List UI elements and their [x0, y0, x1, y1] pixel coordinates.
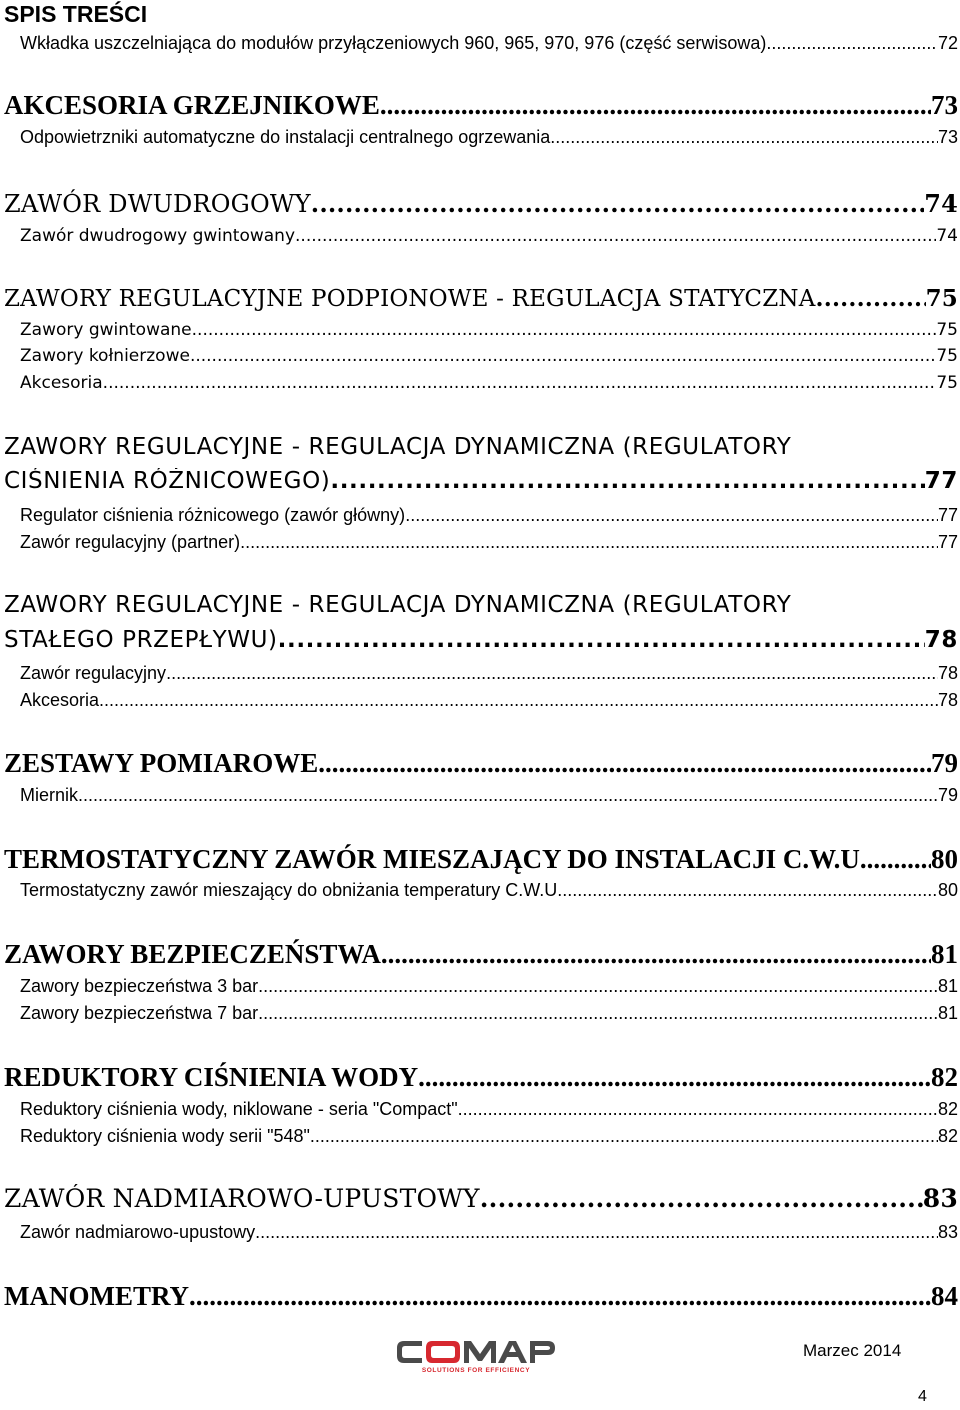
logo-tagline: SOLUTIONS FOR EFFICIENCY [421, 1367, 531, 1374]
dot-leader [318, 748, 931, 779]
entry-page: 80 [937, 880, 958, 900]
entry-text: Zawory bezpieczeństwa 7 bar [20, 1003, 259, 1023]
entry-text: Zawór regulacyjny [20, 663, 167, 683]
dot-leader [99, 690, 938, 711]
dot-leader [550, 127, 938, 148]
entry-page: 75 [936, 373, 958, 393]
entry-page: 82 [937, 1126, 958, 1146]
dot-leader [381, 939, 931, 970]
entry-text: MANOMETRY [4, 1281, 190, 1311]
dot-leader [166, 663, 938, 684]
dot-leader [189, 1281, 931, 1312]
entry-page: 77 [937, 505, 958, 525]
dot-leader [258, 976, 938, 997]
entry-page: 81 [937, 1003, 958, 1023]
dot-leader [557, 880, 938, 901]
toc-entry-main[interactable] [4, 627, 958, 653]
dot-leader [192, 320, 937, 340]
dot-leader [816, 285, 926, 312]
entry-page: 79 [931, 748, 958, 778]
toc-entry-main[interactable] [4, 189, 958, 218]
entry-page: 80 [931, 844, 958, 874]
entry-text: Regulator ciśnienia różnicowego (zawór główny) [20, 505, 406, 525]
toc-entry-main[interactable] [4, 1184, 958, 1213]
toc-entry-sub[interactable] [20, 33, 958, 54]
toc-entry-sub[interactable] [20, 532, 958, 553]
comap-logo [394, 1336, 558, 1379]
entry-page: 82 [937, 1099, 958, 1119]
entry-text: REDUKTORY CIŚNIENIA WODY [4, 1062, 419, 1092]
entry-text: Reduktory ciśnienia wody serii "548" [20, 1126, 310, 1146]
dot-leader [330, 468, 924, 494]
entry-page: 83 [922, 1184, 958, 1213]
toc-entry-sub[interactable] [20, 976, 958, 997]
dot-leader [418, 1062, 931, 1093]
toc-title: SPIS TREŚCI [4, 1, 148, 27]
entry-text: Akcesoria [20, 690, 100, 710]
dot-leader [240, 532, 938, 553]
dot-leader [480, 1184, 923, 1213]
footer-date: Marzec 2014 [803, 1341, 902, 1360]
toc-entry-sub[interactable] [20, 127, 958, 148]
entry-page: 84 [931, 1281, 958, 1311]
entry-page: 79 [937, 785, 958, 805]
toc-entry-main[interactable] [4, 844, 958, 875]
entry-page: 81 [937, 976, 958, 996]
dot-leader [766, 33, 938, 54]
entry-page: 78 [937, 663, 958, 683]
entry-text: Zawory gwintowane [20, 320, 192, 340]
entry-page: 73 [931, 90, 958, 120]
toc-entry-sub[interactable] [20, 785, 958, 806]
entry-text: ZESTAWY POMIAROWE [4, 748, 319, 778]
toc-entry-sub[interactable] [20, 663, 958, 684]
toc-entry-main[interactable] [4, 1281, 958, 1312]
entry-page: 83 [937, 1222, 958, 1242]
entry-page: 78 [924, 627, 958, 653]
dot-leader [458, 1099, 938, 1120]
entry-text: CIŚNIENIA RÓŻNICOWEGO) [4, 468, 331, 494]
toc-entry-sub[interactable] [20, 226, 958, 246]
toc-entry-sub[interactable] [20, 373, 958, 393]
toc-entry-sub[interactable] [20, 690, 958, 711]
entry-text: TERMOSTATYCZNY ZAWÓR MIESZAJĄCY DO INSTALACJI C.W.U [4, 844, 860, 874]
comap-logo-graphic [394, 1336, 558, 1374]
entry-page: 73 [937, 127, 958, 147]
dot-leader [311, 189, 924, 218]
entry-text: ZAWÓR DWUDROGOWY [4, 190, 311, 218]
entry-text: Termostatyczny zawór mieszający do obniżania temperatury C.W.U [20, 880, 558, 900]
entry-text: Zawór regulacyjny (partner) [20, 532, 241, 552]
toc-entry-main[interactable] [4, 939, 958, 970]
entry-text: Zawór dwudrogowy gwintowany [20, 226, 296, 246]
entry-page: 81 [931, 939, 958, 969]
entry-text: ZAWORY REGULACYJNE PODPIONOWE - REGULACJA STATYCZNA [4, 286, 816, 312]
dot-leader [380, 90, 931, 121]
entry-text: Reduktory ciśnienia wody, niklowane - seria "Compact" [20, 1099, 458, 1119]
entry-text: AKCESORIA GRZEJNIKOWE [4, 90, 380, 120]
toc-entry-main-line1: ZAWORY REGULACYJNE - REGULACJA DYNAMICZNA (REGULATORY [4, 434, 792, 460]
dot-leader [310, 1126, 938, 1147]
toc-entry-sub[interactable] [20, 320, 958, 340]
entry-text: Akcesoria [20, 373, 103, 393]
dot-leader [860, 844, 931, 875]
toc-entry-sub[interactable] [20, 1126, 958, 1147]
dot-leader [190, 346, 936, 366]
toc-entry-sub[interactable] [20, 1222, 958, 1243]
toc-entry-sub[interactable] [20, 346, 958, 366]
entry-text: Zawór nadmiarowo-upustowy [20, 1222, 256, 1242]
entry-text: ZAWORY BEZPIECZEŃSTWA [4, 939, 381, 969]
dot-leader [78, 785, 938, 806]
toc-entry-main[interactable] [4, 285, 958, 312]
toc-entry-sub[interactable] [20, 1003, 958, 1024]
entry-text: Zawory kołnierzowe [20, 346, 190, 366]
dot-leader [405, 505, 938, 526]
toc-entry-main[interactable] [4, 90, 958, 121]
toc-entry-main[interactable] [4, 468, 958, 494]
entry-text: Odpowietrzniki automatyczne do instalacji centralnego ogrzewania [20, 127, 551, 147]
dot-leader [255, 1222, 938, 1243]
dot-leader [278, 627, 925, 653]
dot-leader [103, 373, 937, 393]
page-number: 4 [918, 1388, 927, 1405]
entry-page: 75 [925, 285, 958, 312]
entry-page: 74 [924, 189, 958, 218]
entry-page: 74 [936, 226, 958, 246]
toc-entry-sub[interactable] [20, 1099, 958, 1120]
entry-page: 72 [937, 33, 958, 53]
entry-text: Wkładka uszczelniająca do modułów przyłączeniowych 960, 965, 970, 976 (część serwisowa) [20, 33, 767, 53]
toc-entry-main[interactable] [4, 748, 958, 779]
toc-entry-main-line1: ZAWORY REGULACYJNE - REGULACJA DYNAMICZNA (REGULATORY [4, 592, 792, 618]
toc-entry-main[interactable] [4, 1062, 958, 1093]
entry-page: 75 [936, 346, 958, 366]
entry-text: ZAWÓR NADMIAROWO-UPUSTOWY [4, 1184, 480, 1213]
entry-page: 78 [937, 690, 958, 710]
entry-page: 82 [931, 1062, 958, 1092]
toc-entry-sub[interactable] [20, 505, 958, 526]
entry-page: 77 [937, 532, 958, 552]
entry-page: 75 [936, 320, 958, 340]
dot-leader [258, 1003, 938, 1024]
entry-text: Miernik [20, 785, 79, 805]
dot-leader [295, 226, 936, 246]
toc-entry-sub[interactable] [20, 880, 958, 901]
entry-text: STAŁEGO PRZEPŁYWU) [4, 627, 278, 653]
entry-page: 77 [924, 468, 958, 494]
entry-text: Zawory bezpieczeństwa 3 bar [20, 976, 259, 996]
